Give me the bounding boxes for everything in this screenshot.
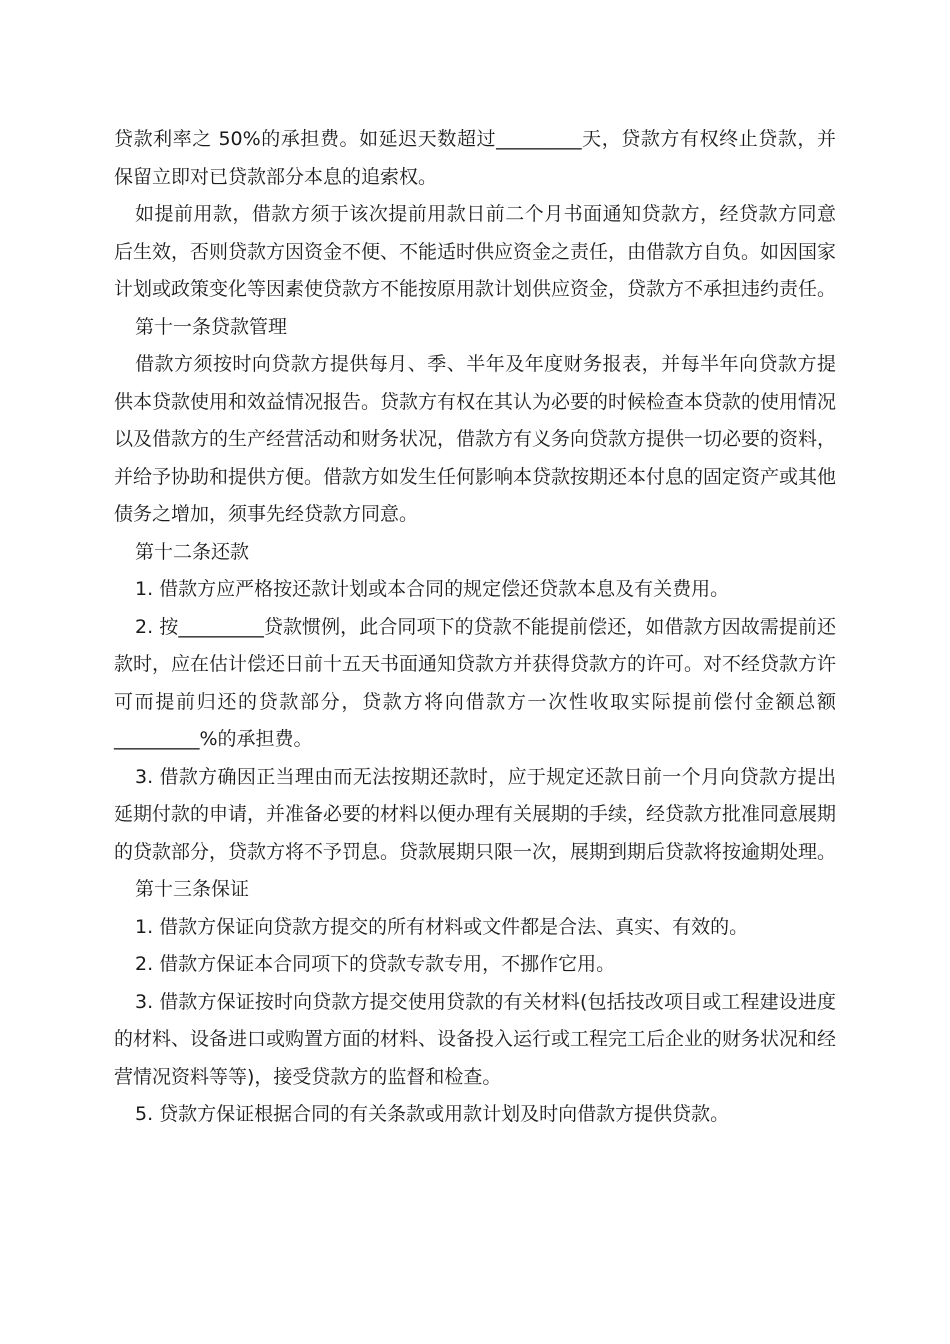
- heading-article-11: 第十一条贷款管理: [135, 315, 288, 338]
- paragraph-guarantee-5: 5. 贷款方保证根据合同的有关条款或用款计划及时向借款方提供贷款。: [135, 1103, 730, 1125]
- paragraph-commitment-fee: 贷款利率之 50%的承担费。如延迟天数超过_________天，贷款方有权终止贷款，并保留立即对已贷款部分本息的追索权。: [114, 128, 836, 188]
- document-page: [114, 121, 836, 1134]
- paragraph-repayment-1: 1. 借款方应严格按还款计划或本合同的规定偿还贷款本息及有关费用。: [135, 578, 730, 600]
- paragraph-repayment-2: 2. 按_________贷款惯例，此合同项下的贷款不能提前偿还，如借款方因故需提前还款时，应在估计偿还日前十五天书面通知贷款方并获得贷款方的许可。对不经贷款方许可而提前归还的贷款部分，贷款方将向借款方一次性收取实际提前偿付金额总额_________%的承担费。: [114, 615, 837, 750]
- heading-article-12: 第十二条还款: [135, 540, 250, 563]
- paragraph-guarantee-3: 3. 借款方保证按时向贷款方提交使用贷款的有关材料(包括技改项目或工程建设进度的材料、设备进口或购置方面的材料、设备投入运行或工程完工后企业的财务状况和经营情况资料等等)，接受贷款方的监督和检查。: [114, 990, 837, 1088]
- paragraph-repayment-3: 3. 借款方确因正当理由而无法按期还款时，应于规定还款日前一个月向贷款方提出延期付款的申请，并准备必要的材料以便办理有关展期的手续，经贷款方批准同意展期的贷款部分，贷款方将不予罚息。贷款展期只限一次，展期到期后贷款将按逾期处理。: [114, 765, 837, 863]
- paragraph-guarantee-1: 1. 借款方保证向贷款方提交的所有材料或文件都是合法、真实、有效的。: [135, 915, 749, 938]
- paragraph-loan-management: 借款方须按时向贷款方提供每月、季、半年及年度财务报表，并每半年向贷款方提供本贷款使用和效益情况报告。贷款方有权在其认为必要的时候检查本贷款的使用情况以及借款方的生产经营活动和财务状况，借款方有义务向贷款方提供一切必要的资料，并给予协助和提供方便。借款方如发生任何影响本贷款按期还本付息的固定资产或其他债务之增加，须事先经贷款方同意。: [114, 353, 837, 525]
- paragraph-advance-drawdown: 如提前用款，借款方须于该次提前用款日前二个月书面通知贷款方，经贷款方同意后生效，否则贷款方因资金不便、不能适时供应资金之责任，由借款方自负。如因国家计划或政策变化等因素使贷款方不能按原用款计划供应资金，贷款方不承担违约责任。: [114, 203, 837, 300]
- paragraph-guarantee-2: 2. 借款方保证本合同项下的贷款专款专用，不挪作它用。: [135, 953, 616, 975]
- heading-article-13: 第十三条保证: [135, 878, 250, 900]
